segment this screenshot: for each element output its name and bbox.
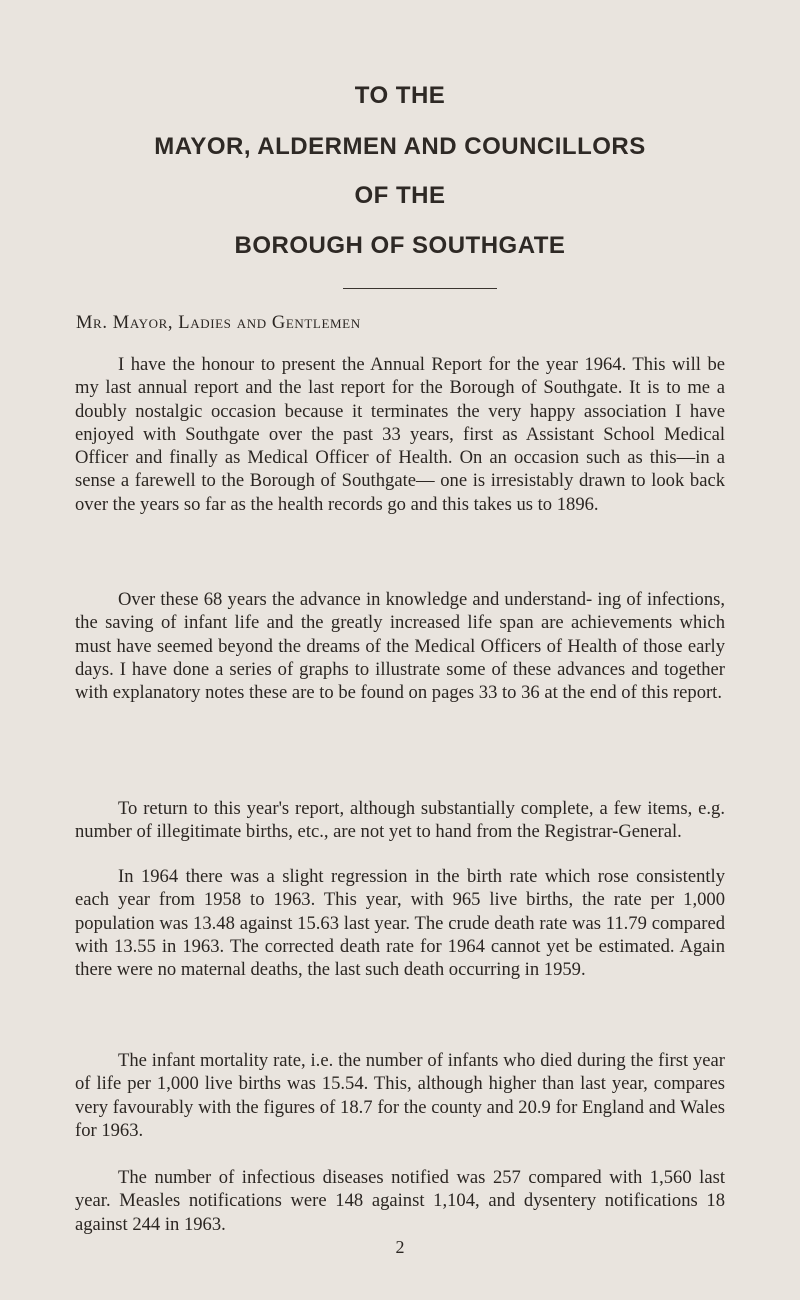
heading-borough-of-southgate: BOROUGH OF SOUTHGATE — [234, 232, 566, 259]
heading-to-the: TO THE — [354, 82, 446, 109]
heading-mayor-aldermen-councillors: MAYOR, ALDERMEN AND COUNCILLORS — [154, 133, 646, 160]
paragraph-infant-mortality: The infant mortality rate, i.e. the number of infants who died during the first year of life per 1,000 live births was 15.54. This, although higher than last year, compares very favourably with the figures of 18.7 for the county and 20.9 for England and Wales for 1963. — [75, 1050, 725, 1141]
paragraph-introduction: I have the honour to present the Annual Report for the year 1964. This will be my last annual report and the last report for the Borough of Southgate. It is to me a doubly nostalgic occasion because it terminates the very happy association I have enjoyed with Southgate over the past 33 years, first as Assistant School Medical Officer and finally as Medical Officer of Health. On an occasion such as this—in a sense a farewell to the Borough of Southgate— one is irresistably drawn to look back over the years so far as the health records go and this takes us to 1896. — [75, 354, 725, 515]
paragraph-infectious-diseases: The number of infectious diseases notified was 257 compared with 1,560 last year. Measles notifications were 148 against 1,104, and dysentery notifications 18 against 244 in 1963. — [75, 1167, 725, 1235]
heading-of-the: OF THE — [354, 182, 446, 209]
paragraph-advances: Over these 68 years the advance in knowledge and understand- ing of infections, the saving of infant life and the greatly increased life span are achievements which must have seemed beyond the dreams of the Medical Officers of Health of those early days. I have done a series of graphs to illustrate some of these advances and together with explanatory notes these are to be found on pages 33 to 36 at the end of this report. — [75, 589, 725, 704]
salutation: Mr. Mayor, Ladies and Gentlemen — [76, 313, 361, 333]
paragraph-birth-death-rates: In 1964 there was a slight regression in the birth rate which rose consistently each year from 1958 to 1963. This year, with 965 live births, the rate per 1,000 population was 13.48 against 15.63 last year. The crude death rate was 11.79 compared with 13.55 in 1963. The corrected death rate for 1964 cannot yet be estimated. Again there were no maternal deaths, the last such death occurring in 1959. — [75, 866, 725, 981]
page-number: 2 — [395, 1237, 405, 1257]
paragraph-registrar: To return to this year's report, although substantially complete, a few items, e.g. number of illegitimate births, etc., are not yet to hand from the Registrar-General. — [75, 798, 725, 843]
divider-rule — [343, 288, 497, 289]
